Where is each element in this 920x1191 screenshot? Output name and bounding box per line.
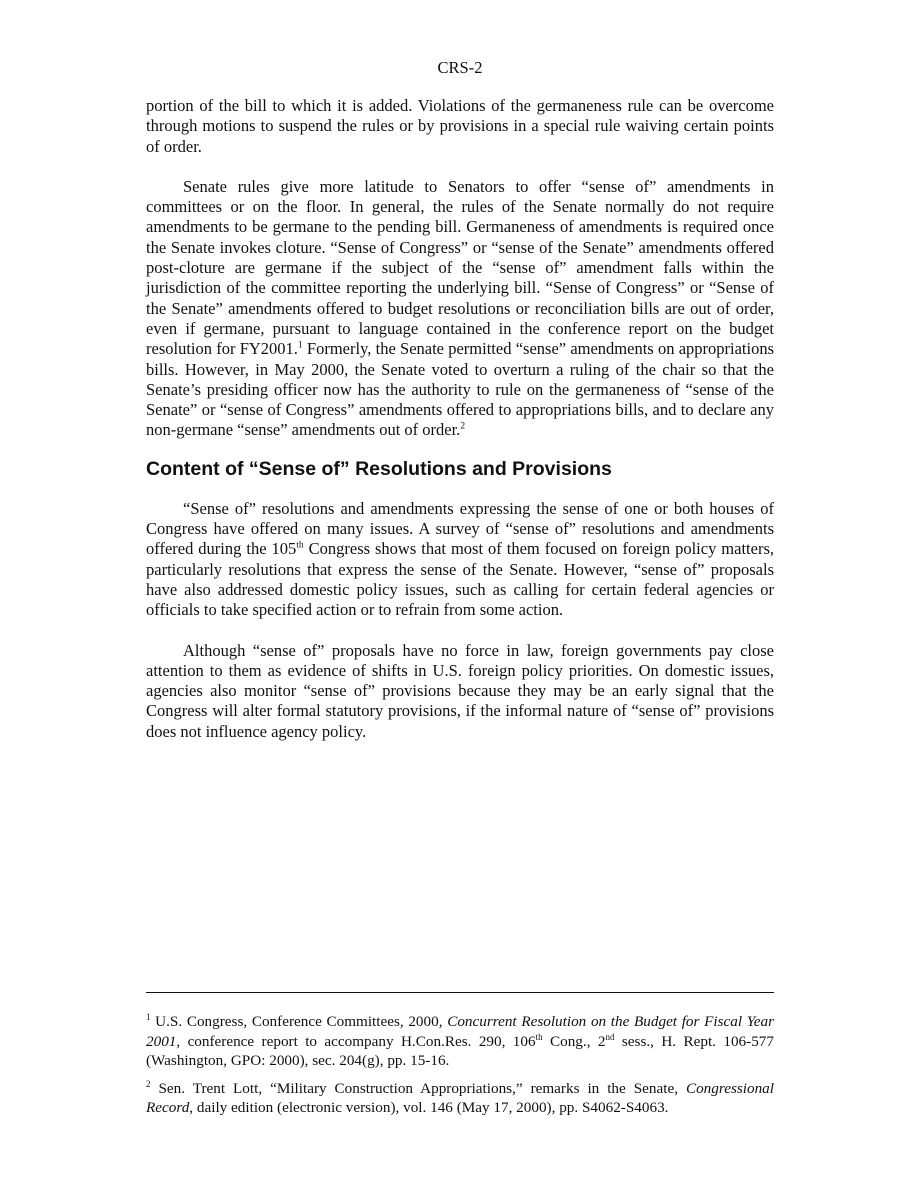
heading-gap bbox=[146, 481, 774, 499]
footnote-text: , conference report to accompany H.Con.Res. 290, 106 bbox=[176, 1032, 536, 1050]
footnote-2 bbox=[146, 1079, 774, 1118]
footnote-text: U.S. Congress, Conference Committees, 2000, bbox=[150, 1013, 448, 1030]
section-heading: Content of “Sense of” Resolutions and Provisions bbox=[146, 457, 612, 480]
paragraph-text: Senate rules give more latitude to Senators to offer “sense of” amendments in committees or on the floor. In general, the rules of the Senate normally do not require amendments to be germane to the pending bill. Germaneness of amendments is required once the Senate invokes cloture. “Sense of Congress” or “sense of the Senate” amendments offered post-cloture are germane if the subject of the “sense of” amendment falls within the jurisdiction of the committee reporting the underlying bill. “Sense of Congress” or “Sense of the Senate” amendments offered to budget resolutions or reconciliation bills are out of order, even if germane, pursuant to language contained in the conference report on the budget resolution for FY2001. bbox=[146, 176, 774, 359]
paragraph-continuation: portion of the bill to which it is added. Violations of the germaneness rule can be overcome through motions to suspend the rules or by provisions in a special rule waiving certain points of order. bbox=[146, 96, 774, 156]
footnote-divider bbox=[146, 992, 774, 993]
footnote-reference-2[interactable]: 2 bbox=[460, 421, 466, 432]
footnote-text: , daily edition (electronic version), vol. 146 (May 17, 2000), pp. S4062-S4063. bbox=[189, 1099, 669, 1116]
footnote-1 bbox=[146, 1012, 774, 1071]
paragraph-no-force-in-law: Although “sense of” proposals have no force in law, foreign governments pay close attention to them as evidence of shifts in U.S. foreign policy priorities. On domestic issues, agencies also monitor “sense of” provisions because they may be an early signal that the Congress will alter formal statutory provisions, if the informal nature of “sense of” provisions does not influence agency policy. bbox=[146, 640, 774, 741]
page-number-header: CRS-2 bbox=[437, 58, 483, 77]
footnote-text: Sen. Trent Lott, “Military Construction Appropriations,” remarks in the Senate, bbox=[150, 1079, 686, 1097]
paragraph-text: Formerly, the Senate permitted “sense” amendments on appropriations bills. However, in May 2000, the Senate voted to overturn a ruling of the chair so that the Senate’s presiding officer now has the authority to rule on the germaneness of “sense of the Senate” or “sense of Congress” amendments offered to appropriations bills, and to declare any non-germane “sense” amendments out of order. bbox=[146, 339, 775, 440]
footnote-text: sess., H. Rept. 106-577 (Washington, GPO: 2000), sec. 204(g), pp. 15-16. bbox=[146, 1032, 774, 1069]
ordinal-suffix: th bbox=[296, 540, 304, 551]
paragraph-sense-of-resolutions bbox=[146, 499, 774, 621]
heading-gap bbox=[146, 441, 774, 457]
paragraph-senate-rules bbox=[146, 177, 774, 441]
ordinal-suffix: nd bbox=[605, 1031, 615, 1042]
footnote-marker: 1 bbox=[146, 1011, 151, 1022]
paragraph-text: Congress shows that most of them focused on foreign policy matters, particularly resolutions that express the sense of the Senate. However, “sense of” proposals have also addressed domestic policy issues, such as calling for certain federal agencies or officials to take specified action or to refrain from some action. bbox=[146, 539, 774, 620]
paragraph-text: “Sense of” resolutions and amendments expressing the sense of one or both houses of Congress have offered on many issues. A survey of “sense of” resolutions and amendments offered during the 105 bbox=[146, 498, 774, 559]
ordinal-suffix: th bbox=[535, 1031, 543, 1042]
document-body bbox=[146, 96, 774, 742]
footnote-marker: 2 bbox=[146, 1078, 151, 1089]
footnote-title: Concurrent Resolution on the Budget for Fiscal Year 2001 bbox=[146, 1013, 774, 1050]
footnote-text: Cong., 2 bbox=[542, 1032, 606, 1050]
paragraph-gap bbox=[146, 621, 774, 641]
footnotes-section bbox=[146, 1012, 774, 1126]
footnote-reference-1[interactable]: 1 bbox=[297, 340, 303, 351]
paragraph-gap bbox=[146, 157, 774, 177]
footnote-title: Congressional Record bbox=[146, 1079, 774, 1116]
